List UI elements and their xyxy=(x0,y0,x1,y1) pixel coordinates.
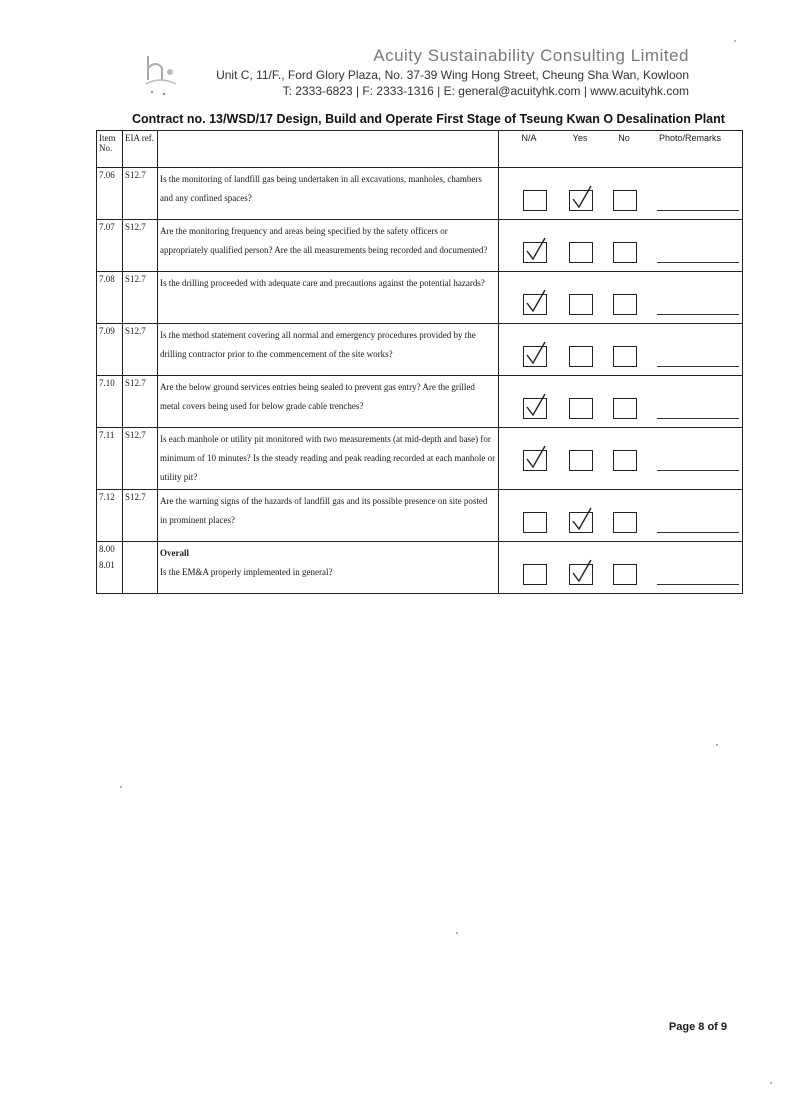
checkbox-no[interactable] xyxy=(613,512,637,533)
table-row xyxy=(97,428,743,490)
checkmark-icon xyxy=(524,445,548,471)
table-row xyxy=(97,324,743,376)
checkbox-na[interactable] xyxy=(523,346,547,367)
overall-heading: Overall xyxy=(160,548,189,558)
contract-title: Contract no. 13/WSD/17 Design, Build and Operate First Stage of Tseung Kwan O Desalination Plant xyxy=(132,112,725,126)
col-remarks-header: Photo/Remarks xyxy=(658,133,722,143)
scan-speck xyxy=(734,40,736,42)
eia-reference: S12.7 xyxy=(123,272,158,324)
answer-cell xyxy=(499,324,743,376)
col-answer-header xyxy=(499,131,743,168)
scan-speck xyxy=(456,932,458,934)
question-text: Are the monitoring frequency and areas being specified by the safety officers or appropriately qualified person? Are the all measurements being recorded and documented? xyxy=(158,220,499,272)
checkbox-no[interactable] xyxy=(613,564,637,585)
item-number: 7.11 xyxy=(97,428,123,490)
item-number: 7.12 xyxy=(97,490,123,542)
checkbox-yes[interactable] xyxy=(569,512,593,533)
item-number xyxy=(97,542,123,594)
checkmark-icon xyxy=(570,559,594,585)
checkmark-icon xyxy=(570,185,594,211)
checkbox-yes[interactable] xyxy=(569,398,593,419)
col-na-header: N/A xyxy=(521,133,537,143)
eia-reference: S12.7 xyxy=(123,220,158,272)
overall-item-heading: 8.00 xyxy=(99,544,115,554)
checkbox-na[interactable] xyxy=(523,512,547,533)
col-item-header: Item No. xyxy=(97,131,123,168)
scan-speck xyxy=(770,1082,772,1084)
checkbox-yes[interactable] xyxy=(569,564,593,585)
checkmark-icon xyxy=(524,289,548,315)
company-name: Acuity Sustainability Consulting Limited xyxy=(373,46,689,65)
checkbox-na[interactable] xyxy=(523,190,547,211)
checkbox-yes[interactable] xyxy=(569,242,593,263)
page-number: Page 8 of 9 xyxy=(668,1021,727,1033)
item-number: 7.10 xyxy=(97,376,123,428)
question-text: Is the method statement covering all normal and emergency procedures provided by the drilling contractor prior to the commencement of the site works? xyxy=(158,324,499,376)
remarks-line[interactable] xyxy=(657,418,739,419)
checkbox-na[interactable] xyxy=(523,398,547,419)
item-number: 7.06 xyxy=(97,168,123,220)
answer-cell xyxy=(499,428,743,490)
company-contact: T: 2333-6823 | F: 2333-1316 | E: general@acuityhk.com | www.acuityhk.com xyxy=(282,84,689,98)
answer-cell xyxy=(499,168,743,220)
answer-cell xyxy=(499,272,743,324)
answer-cell xyxy=(499,220,743,272)
eia-reference: S12.7 xyxy=(123,376,158,428)
remarks-line[interactable] xyxy=(657,584,739,585)
remarks-line[interactable] xyxy=(657,314,739,315)
table-row xyxy=(97,272,743,324)
remarks-line[interactable] xyxy=(657,532,739,533)
col-question-header xyxy=(158,131,499,168)
answer-cell xyxy=(499,542,743,594)
question-text: Are the below ground services entries being sealed to prevent gas entry? Are the grilled metal covers being used for below grade cable trenches? xyxy=(158,376,499,428)
eia-reference: S12.7 xyxy=(123,490,158,542)
checkbox-yes[interactable] xyxy=(569,450,593,471)
col-yes-header: Yes xyxy=(572,133,588,143)
table-row xyxy=(97,490,743,542)
checkbox-no[interactable] xyxy=(613,190,637,211)
col-eia-header: EIA ref. xyxy=(123,131,158,168)
question-text: Are the warning signs of the hazards of landfill gas and its possible presence on site posted in prominent places? xyxy=(158,490,499,542)
col-no-header: No xyxy=(618,133,630,143)
checkmark-icon xyxy=(524,393,548,419)
checkbox-na[interactable] xyxy=(523,564,547,585)
checkbox-na[interactable] xyxy=(523,242,547,263)
checkbox-no[interactable] xyxy=(613,346,637,367)
checkbox-yes[interactable] xyxy=(569,190,593,211)
checkbox-yes[interactable] xyxy=(569,346,593,367)
item-number: 7.09 xyxy=(97,324,123,376)
checkmark-icon xyxy=(524,341,548,367)
checkbox-na[interactable] xyxy=(523,294,547,315)
checkbox-yes[interactable] xyxy=(569,294,593,315)
table-row xyxy=(97,376,743,428)
company-address: Unit C, 11/F., Ford Glory Plaza, No. 37-39 Wing Hong Street, Cheung Sha Wan, Kowloon xyxy=(216,68,689,82)
remarks-line[interactable] xyxy=(657,470,739,471)
table-row xyxy=(97,168,743,220)
company-logo xyxy=(140,50,184,100)
checkbox-na[interactable] xyxy=(523,450,547,471)
remarks-line[interactable] xyxy=(657,366,739,367)
table-row xyxy=(97,220,743,272)
eia-reference: S12.7 xyxy=(123,168,158,220)
checkbox-no[interactable] xyxy=(613,242,637,263)
question-text xyxy=(158,542,499,594)
scan-speck xyxy=(120,786,122,788)
overall-item: 8.01 xyxy=(99,560,115,570)
answer-cell xyxy=(499,376,743,428)
checkbox-no[interactable] xyxy=(613,398,637,419)
question-text: Is each manhole or utility pit monitored with two measurements (at mid-depth and base) for minimum of 10 minutes? Is the steady reading and peak reading recorded at each manhole or utility pit? xyxy=(158,428,499,490)
checkmark-icon xyxy=(524,237,548,263)
remarks-line[interactable] xyxy=(657,262,739,263)
question-text: Is the drilling proceeded with adequate care and precautions against the potential hazards? xyxy=(158,272,499,324)
answer-cell xyxy=(499,490,743,542)
eia-reference: S12.7 xyxy=(123,428,158,490)
checkbox-no[interactable] xyxy=(613,294,637,315)
question-text: Is the monitoring of landfill gas being undertaken in all excavations, manholes, chambers and any confined spaces? xyxy=(158,168,499,220)
scan-speck xyxy=(716,744,718,746)
table-header-row xyxy=(97,131,743,168)
eia-reference: S12.7 xyxy=(123,324,158,376)
overall-question: Is the EM&A properly implemented in general? xyxy=(160,567,333,577)
eia-reference xyxy=(123,542,158,594)
company-header xyxy=(216,46,689,98)
item-number: 7.08 xyxy=(97,272,123,324)
checkbox-no[interactable] xyxy=(613,450,637,471)
checkmark-icon xyxy=(570,507,594,533)
table-row-overall xyxy=(97,542,743,594)
remarks-line[interactable] xyxy=(657,210,739,211)
item-number: 7.07 xyxy=(97,220,123,272)
checklist-table xyxy=(96,130,743,594)
